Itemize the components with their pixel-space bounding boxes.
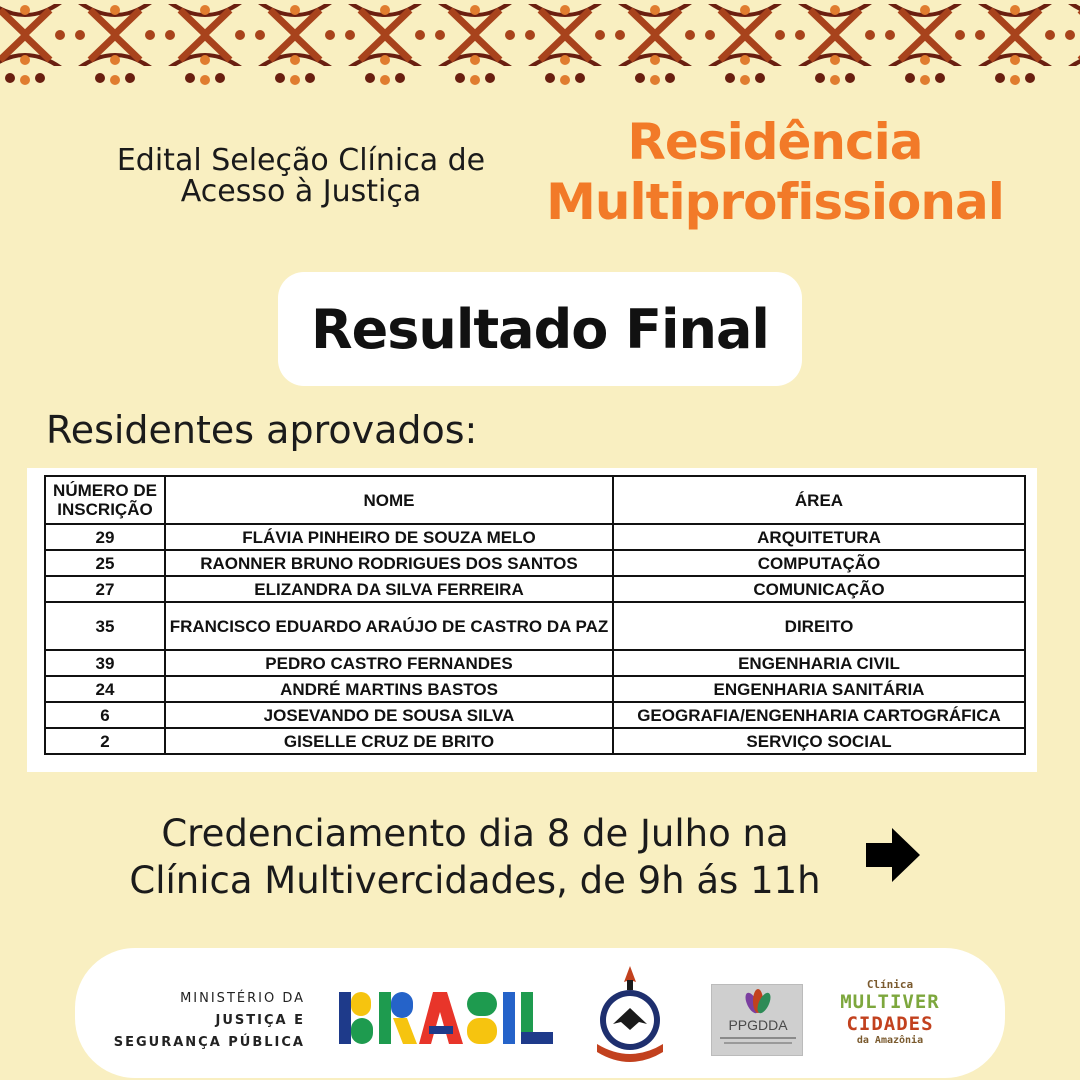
result-title-card xyxy=(278,272,802,386)
accreditation-line2: Clínica Multivercidades, de 9h ás 11h xyxy=(129,859,821,902)
table-row xyxy=(45,602,1025,650)
cell-area: DIREITO xyxy=(613,602,1025,650)
table-header-row xyxy=(45,476,1025,524)
header-registration-number: NÚMERO DE INSCRIÇÃO xyxy=(45,476,165,524)
edital-line1: Edital Seleção Clínica de xyxy=(116,143,486,178)
ppgdda-logo xyxy=(711,984,803,1056)
program-line1: Residência xyxy=(627,113,923,171)
pattern-graphic xyxy=(0,0,1080,86)
table-row xyxy=(45,524,1025,550)
results-table-card xyxy=(27,468,1037,772)
program-line2: Multiprofissional xyxy=(546,173,1004,231)
arrow-right-icon[interactable] xyxy=(864,826,922,884)
cell-number: 29 xyxy=(45,524,165,550)
edital-line2: Acesso à Justiça xyxy=(180,174,422,209)
cell-number: 35 xyxy=(45,602,165,650)
table-row xyxy=(45,650,1025,676)
cell-number: 24 xyxy=(45,676,165,702)
cell-number: 39 xyxy=(45,650,165,676)
ppgdda-fine-print-2 xyxy=(724,1042,792,1044)
ufpa-seal-graphic xyxy=(587,964,673,1068)
table-row xyxy=(45,576,1025,602)
cell-name: FLÁVIA PINHEIRO DE SOUZA MELO xyxy=(165,524,613,550)
cell-number: 6 xyxy=(45,702,165,728)
program-title xyxy=(540,112,1010,232)
cell-name: RAONNER BRUNO RODRIGUES DOS SANTOS xyxy=(165,550,613,576)
cell-area: ENGENHARIA CIVIL xyxy=(613,650,1025,676)
accreditation-info xyxy=(110,810,840,904)
ufpa-seal xyxy=(587,964,673,1072)
table-row xyxy=(45,702,1025,728)
ministry-logo-text: MINISTÉRIO DA JUSTIÇA E SEGURANÇA PÚBLICA xyxy=(113,991,305,1050)
edital-title xyxy=(62,145,540,207)
cell-area: SERVIÇO SOCIAL xyxy=(613,728,1025,754)
header-name: NOME xyxy=(165,476,613,524)
table-row xyxy=(45,550,1025,576)
decorative-pattern-banner xyxy=(0,0,1080,86)
table-row xyxy=(45,728,1025,754)
brasil-logo xyxy=(337,990,555,1050)
accreditation-line1: Credenciamento dia 8 de Julho na xyxy=(161,812,789,855)
cell-number: 27 xyxy=(45,576,165,602)
cell-area: ENGENHARIA SANITÁRIA xyxy=(613,676,1025,702)
cell-area: GEOGRAFIA/ENGENHARIA CARTOGRÁFICA xyxy=(613,702,1025,728)
cell-area: COMPUTAÇÃO xyxy=(613,550,1025,576)
header-area: ÁREA xyxy=(613,476,1025,524)
arrow-right-icon-graphic xyxy=(864,826,922,884)
ppgdda-leaf-icon xyxy=(712,987,804,1019)
result-title: Resultado Final xyxy=(311,297,769,361)
approved-residents-heading: Residentes aprovados: xyxy=(46,408,478,452)
cell-name: ANDRÉ MARTINS BASTOS xyxy=(165,676,613,702)
cell-name: GISELLE CRUZ DE BRITO xyxy=(165,728,613,754)
brasil-logo-graphic xyxy=(337,990,555,1046)
cell-name: JOSEVANDO DE SOUSA SILVA xyxy=(165,702,613,728)
sponsor-logos-bar xyxy=(75,948,1005,1078)
cell-area: ARQUITETURA xyxy=(613,524,1025,550)
cell-name: PEDRO CASTRO FERNANDES xyxy=(165,650,613,676)
ppgdda-fine-print xyxy=(720,1037,796,1039)
cell-name: ELIZANDRA DA SILVA FERREIRA xyxy=(165,576,613,602)
ppgdda-label: PPGDDA xyxy=(728,1017,788,1033)
results-table xyxy=(44,475,1026,755)
cell-number: 25 xyxy=(45,550,165,576)
clinica-multivercidades-logo: Clínica MULTIVER CIDADES da Amazônia xyxy=(840,978,940,1046)
cell-area: COMUNICAÇÃO xyxy=(613,576,1025,602)
cell-name: FRANCISCO EDUARDO ARAÚJO DE CASTRO DA PAZ xyxy=(165,602,613,650)
cell-number: 2 xyxy=(45,728,165,754)
table-row xyxy=(45,676,1025,702)
